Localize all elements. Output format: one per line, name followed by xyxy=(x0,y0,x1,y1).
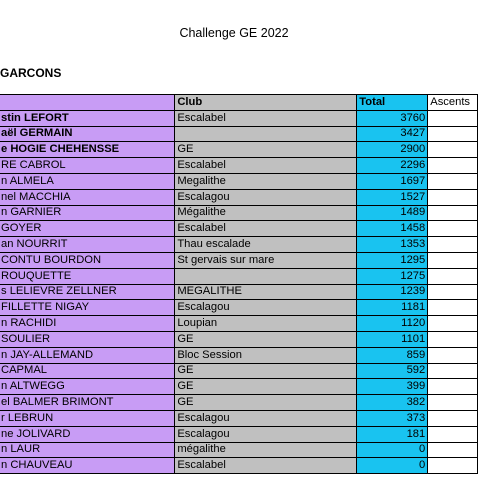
header-ascents: Ascents xyxy=(428,95,478,111)
ascents-cell xyxy=(428,173,478,189)
document-title: Challenge GE 2022 xyxy=(179,26,289,40)
ascents-cell xyxy=(428,237,478,253)
climber-name-cell: SOULIER xyxy=(0,331,175,347)
climber-name-cell: CONTU BOURDON xyxy=(0,252,175,268)
club-cell: Bloc Session xyxy=(175,347,357,363)
total-cell: 373 xyxy=(357,410,428,426)
total-cell: 1458 xyxy=(357,221,428,237)
ascents-cell xyxy=(428,316,478,332)
total-cell: 1489 xyxy=(357,205,428,221)
ascents-cell xyxy=(428,410,478,426)
total-cell: 1181 xyxy=(357,300,428,316)
club-cell: Escalabel xyxy=(175,458,357,474)
total-cell: 1101 xyxy=(357,331,428,347)
ascents-cell xyxy=(428,395,478,411)
climber-name-cell: ne JOLIVARD xyxy=(0,426,175,442)
ascents-cell xyxy=(428,252,478,268)
club-cell: GE xyxy=(175,395,357,411)
table-row xyxy=(0,300,478,316)
climber-name-cell: n ALMELA xyxy=(0,173,175,189)
total-cell: 1275 xyxy=(357,268,428,284)
table-row xyxy=(0,284,478,300)
climber-name-cell: n LAUR xyxy=(0,442,175,458)
total-cell: 592 xyxy=(357,363,428,379)
club-cell: Escalagou xyxy=(175,426,357,442)
climber-name-cell: n GARNIER xyxy=(0,205,175,221)
table-row xyxy=(0,237,478,253)
ranking-table xyxy=(0,94,478,474)
ascents-cell xyxy=(428,379,478,395)
table-row xyxy=(0,316,478,332)
club-cell: GE xyxy=(175,379,357,395)
table-row xyxy=(0,189,478,205)
table-row xyxy=(0,252,478,268)
club-cell: Megalithe xyxy=(175,173,357,189)
header-name xyxy=(0,95,175,111)
ascents-cell xyxy=(428,221,478,237)
total-cell: 181 xyxy=(357,426,428,442)
climber-name-cell: aël GERMAIN xyxy=(0,126,175,142)
table-row xyxy=(0,410,478,426)
ascents-cell xyxy=(428,442,478,458)
total-cell: 399 xyxy=(357,379,428,395)
header-club: Club xyxy=(175,95,357,111)
total-cell: 2296 xyxy=(357,158,428,174)
club-cell xyxy=(175,268,357,284)
table-row xyxy=(0,110,478,126)
table-row xyxy=(0,205,478,221)
climber-name-cell: r LEBRUN xyxy=(0,410,175,426)
total-cell: 3427 xyxy=(357,126,428,142)
table-row xyxy=(0,268,478,284)
table-row xyxy=(0,126,478,142)
climber-name-cell: nel MACCHIA xyxy=(0,189,175,205)
club-cell: Escalabel xyxy=(175,110,357,126)
total-cell: 3760 xyxy=(357,110,428,126)
climber-name-cell: GOYER xyxy=(0,221,175,237)
table-row xyxy=(0,363,478,379)
club-cell: mégalithe xyxy=(175,442,357,458)
ascents-cell xyxy=(428,284,478,300)
table-row xyxy=(0,221,478,237)
total-cell: 1295 xyxy=(357,252,428,268)
climber-name-cell: RE CABROL xyxy=(0,158,175,174)
club-cell xyxy=(175,126,357,142)
club-cell: Escalagou xyxy=(175,189,357,205)
climber-name-cell: CAPMAL xyxy=(0,363,175,379)
total-cell: 382 xyxy=(357,395,428,411)
total-cell: 1353 xyxy=(357,237,428,253)
climber-name-cell: e HOGIE CHEHENSSE xyxy=(0,142,175,158)
club-cell: Escalabel xyxy=(175,158,357,174)
ascents-cell xyxy=(428,126,478,142)
table-row xyxy=(0,395,478,411)
ascents-cell xyxy=(428,426,478,442)
total-cell: 0 xyxy=(357,458,428,474)
table-row xyxy=(0,426,478,442)
table-row xyxy=(0,331,478,347)
club-cell: St gervais sur mare xyxy=(175,252,357,268)
total-cell: 1697 xyxy=(357,173,428,189)
table-row xyxy=(0,158,478,174)
total-cell: 2900 xyxy=(357,142,428,158)
ascents-cell xyxy=(428,458,478,474)
club-cell: Escalagou xyxy=(175,410,357,426)
climber-name-cell: el BALMER BRIMONT xyxy=(0,395,175,411)
ascents-cell xyxy=(428,300,478,316)
table-row xyxy=(0,442,478,458)
table-header-row xyxy=(0,95,478,111)
table-row xyxy=(0,173,478,189)
ascents-cell xyxy=(428,347,478,363)
club-cell: Escalagou xyxy=(175,300,357,316)
club-cell: GE xyxy=(175,331,357,347)
climber-name-cell: an NOURRIT xyxy=(0,237,175,253)
club-cell: Escalabel xyxy=(175,221,357,237)
ascents-cell xyxy=(428,158,478,174)
climber-name-cell: n RACHIDI xyxy=(0,316,175,332)
section-title: GARCONS xyxy=(0,66,62,80)
club-cell: Mégalithe xyxy=(175,205,357,221)
ascents-cell xyxy=(428,110,478,126)
climber-name-cell: stin LEFORT xyxy=(0,110,175,126)
total-cell: 859 xyxy=(357,347,428,363)
table-row xyxy=(0,458,478,474)
ascents-cell xyxy=(428,331,478,347)
climber-name-cell: ROUQUETTE xyxy=(0,268,175,284)
club-cell: Loupian xyxy=(175,316,357,332)
total-cell: 1120 xyxy=(357,316,428,332)
total-cell: 1527 xyxy=(357,189,428,205)
total-cell: 0 xyxy=(357,442,428,458)
ascents-cell xyxy=(428,142,478,158)
total-cell: 1239 xyxy=(357,284,428,300)
table-row xyxy=(0,347,478,363)
ascents-cell xyxy=(428,363,478,379)
climber-name-cell: n ALTWEGG xyxy=(0,379,175,395)
ascents-cell xyxy=(428,268,478,284)
climber-name-cell: n CHAUVEAU xyxy=(0,458,175,474)
climber-name-cell: n JAY-ALLEMAND xyxy=(0,347,175,363)
club-cell: GE xyxy=(175,142,357,158)
club-cell: GE xyxy=(175,363,357,379)
table-row xyxy=(0,142,478,158)
climber-name-cell: FILLETTE NIGAY xyxy=(0,300,175,316)
header-total: Total xyxy=(357,95,428,111)
club-cell: Thau escalade xyxy=(175,237,357,253)
table-row xyxy=(0,379,478,395)
climber-name-cell: s LELIEVRE ZELLNER xyxy=(0,284,175,300)
ascents-cell xyxy=(428,205,478,221)
club-cell: MEGALITHE xyxy=(175,284,357,300)
ascents-cell xyxy=(428,189,478,205)
